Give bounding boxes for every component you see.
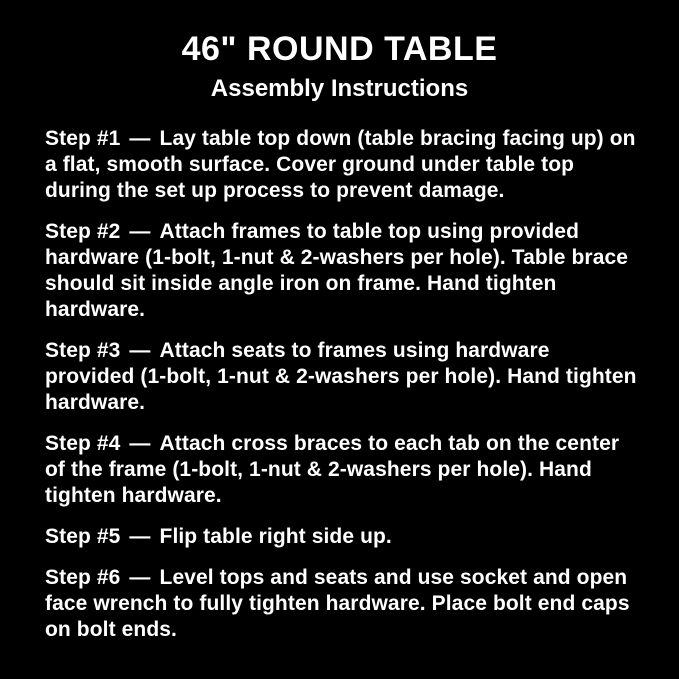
steps-list (45, 126, 641, 643)
step-text: Attach frames to table top using provided hardware (1-bolt, 1-nut & 2-washers per hole). Table brace should sit inside angle iron on frame. Hand tighten hardware. (45, 219, 629, 321)
step-label: Step #4 (45, 431, 121, 455)
header (45, 30, 641, 104)
em-dash: — (129, 219, 151, 243)
step-text: Attach cross braces to each tab on the center of the frame (1-bolt, 1-nut & 2-washers per hole). Hand tighten hardware. (45, 431, 620, 507)
em-dash: — (129, 431, 151, 455)
step-paragraph-4 (45, 431, 641, 509)
em-dash: — (129, 524, 151, 548)
step-paragraph-6 (45, 565, 641, 643)
step-paragraph-1 (45, 126, 641, 204)
step-text: Level tops and seats and use socket and open face wrench to fully tighten hardware. Place bolt end caps on bolt ends. (45, 565, 630, 641)
step-paragraph-3 (45, 338, 641, 416)
step-paragraph-2 (45, 219, 641, 323)
em-dash: — (129, 126, 151, 150)
step-label: Step #5 (45, 524, 121, 548)
step-text: Attach seats to frames using hardware provided (1-bolt, 1-nut & 2-washers per hole). Hand tighten hardware. (45, 338, 637, 414)
page-title: 46" ROUND TABLE (181, 30, 498, 68)
page-subtitle: Assembly Instructions (210, 75, 469, 103)
step-label: Step #2 (45, 219, 121, 243)
step-text: Flip table right side up. (159, 524, 392, 548)
step-label: Step #6 (45, 565, 121, 589)
step-text: Lay table top down (table bracing facing up) on a flat, smooth surface. Cover ground under table top during the set up process to prevent damage. (45, 126, 636, 202)
step-paragraph-5 (45, 524, 641, 550)
step-label: Step #1 (45, 126, 121, 150)
step-label: Step #3 (45, 338, 121, 362)
em-dash: — (129, 565, 151, 589)
em-dash: — (129, 338, 151, 362)
